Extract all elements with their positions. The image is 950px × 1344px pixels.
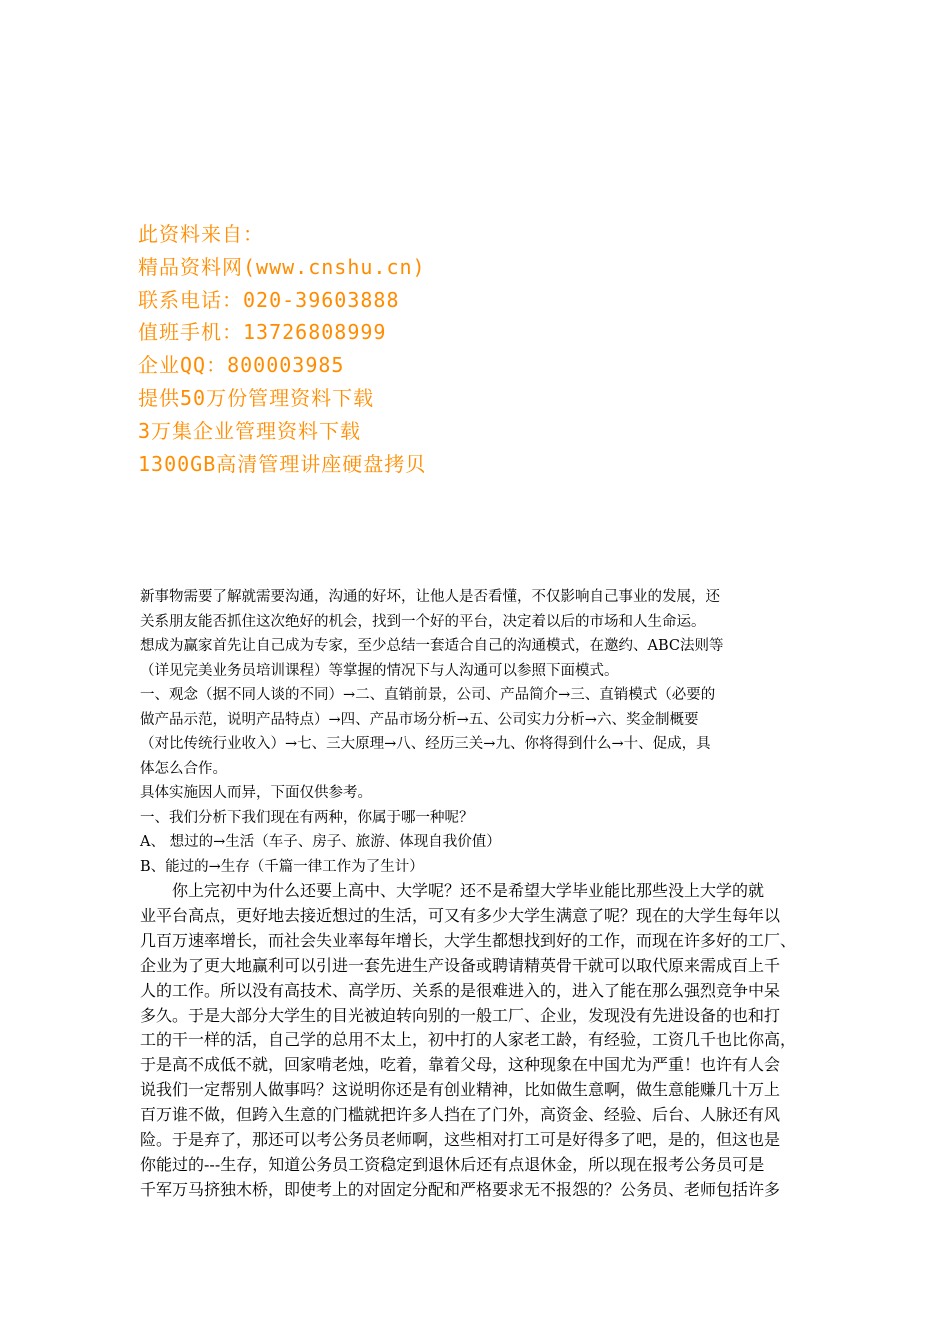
body-line: 关系朋友能否抓住这次绝好的机会，找到一个好的平台，决定着以后的市场和人生命运。	[140, 613, 706, 630]
mobile-line: 值班手机：13726808999	[138, 320, 387, 345]
main-paragraph-line: 险。于是弃了，那还可以考公务员老师啊，这些相对打工可是好得多了吧，是的，但这也是	[140, 1130, 781, 1150]
qq-line: 企业QQ：800003985	[138, 353, 345, 378]
body-line: 新事物需要了解就需要沟通，沟通的好坏，让他人是否看懂，不仅影响自己事业的发展，还	[140, 589, 720, 605]
body-line: A、 想过的→生活（车子、房子、旅游、体现自我价值）	[140, 834, 501, 850]
body-line: B、能过的→生存（千篇一律工作为了生计）	[140, 858, 424, 875]
main-paragraph-line: 百万谁不做，但跨入生意的门槛就把许多人挡在了门外，高资金、经验、后台、人脉还有风	[140, 1105, 781, 1125]
source-line: 此资料来自：	[138, 222, 264, 246]
body-line: 一、观念（据不同人谈的不同）→二、直销前景，公司、产品简介→三、直销模式（必要的	[140, 687, 716, 703]
document-body	[140, 585, 812, 1203]
main-paragraph-line: 千军万马挤独木桥，即使考上的对固定分配和严格要求无不报怨的？公务员、老师包括许多	[140, 1179, 781, 1199]
body-line: 体怎么合作。	[140, 760, 227, 777]
offer-line-1: 提供50万份管理资料下载	[138, 385, 375, 410]
body-line: 做产品示范，说明产品特点）→四、产品市场分析→五、公司实力分析→六、奖金制概要	[140, 711, 699, 728]
main-paragraph-line: 你能过的---生存，知道公务员工资稳定到退休后还有点退休金，所以现在报考公务员可是	[140, 1154, 765, 1174]
main-paragraph-line: 业平台高点，更好地去接近想过的生活，可又有多少大学生满意了呢？现在的大学生每年以	[140, 905, 781, 925]
main-paragraph-line: 几百万速率增长，而社会失业率每年增长，大学生都想找到好的工作，而现在许多好的工厂、	[140, 930, 797, 950]
body-line: （对比传统行业收入）→七、三大原理→八、经历三关→九、你将得到什么→十、促成，具	[140, 736, 711, 752]
main-paragraph-line: 说我们一定帮别人做事吗？这说明你还是有创业精神，比如做生意啊，做生意能赚几十万上	[140, 1080, 781, 1100]
main-paragraph-line: 多久。于是大部分大学生的目光被迫转向别的一般工厂、企业，发现没有先进设备的也和打	[140, 1005, 781, 1025]
body-line: 一、我们分析下我们现在有两种，你属于哪一种呢？	[140, 809, 474, 826]
main-paragraph-line: 人的工作。所以没有高技术、高学历、关系的是很难进入的，进入了能在那么强烈竞争中呆	[140, 980, 781, 1000]
offer-line-2: 3万集企业管理资料下载	[138, 418, 362, 443]
main-paragraph-line: 你上完初中为什么还要上高中、大学呢？还不是希望大学毕业能比那些没上大学的就	[140, 881, 765, 900]
body-line: 想成为赢家首先让自己成为专家，至少总结一套适合自己的沟通模式，在邀约、ABC法则等	[140, 638, 724, 654]
source-info-block	[138, 218, 838, 480]
main-paragraph-line: 工的干一样的活，自己学的总用不太上，初中打的人家老工龄，有经验，工资几千也比你高，	[140, 1030, 797, 1050]
offer-line-3: 1300GB高清管理讲座硬盘拷贝	[138, 451, 427, 476]
body-line: （详见完美业务员培训课程）等掌握的情况下与人沟通可以参照下面模式。	[140, 662, 619, 679]
phone-line: 联系电话：020-39603888	[138, 287, 400, 312]
body-line: 具体实施因人而异，下面仅供参考。	[140, 785, 372, 801]
main-paragraph-line: 于是高不成低不就，回家啃老烛，吃着，靠着父母，这种现象在中国尤为严重！也许有人会	[140, 1055, 781, 1075]
main-paragraph-line: 企业为了更大地赢利可以引进一套先进生产设备或聘请精英骨干就可以取代原来需成百上千	[140, 955, 781, 975]
website-line: 精品资料网(www.cnshu.cn)	[138, 254, 426, 279]
